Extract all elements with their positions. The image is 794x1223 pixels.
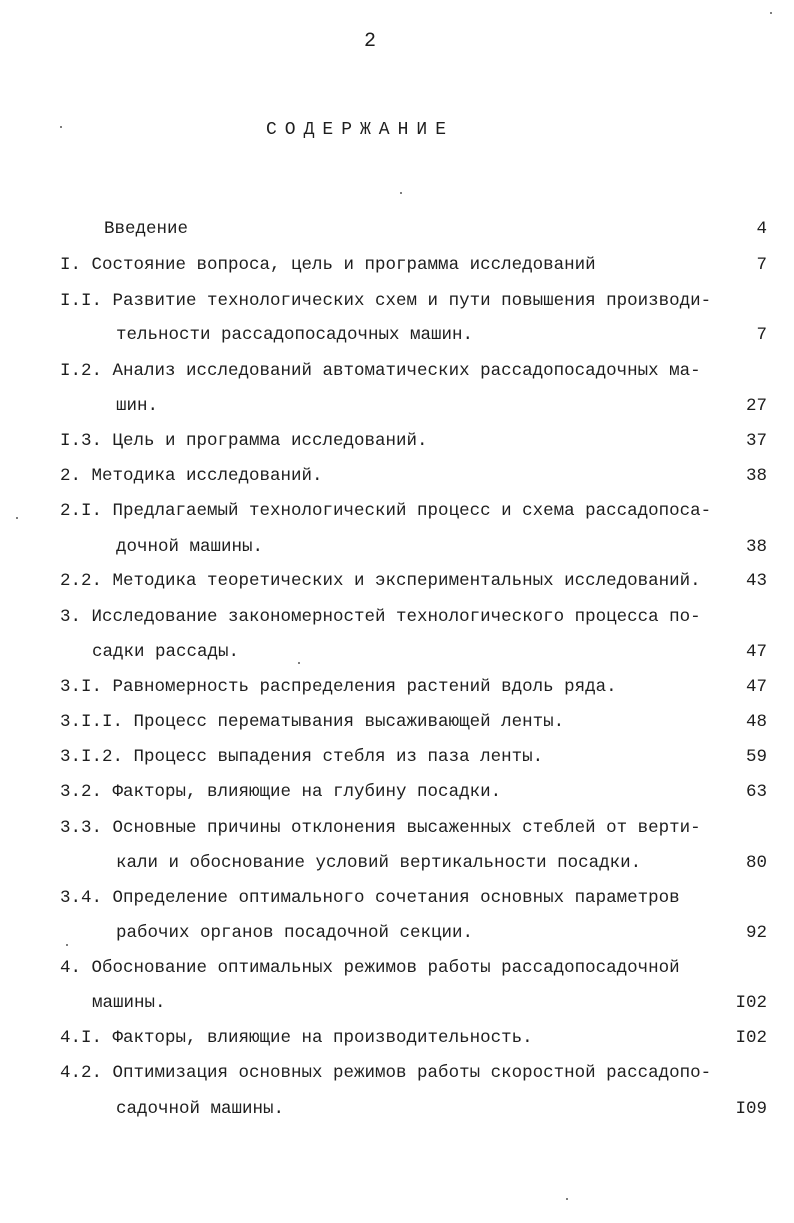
scan-speck	[16, 517, 18, 519]
toc-entry-page: I09	[735, 1099, 767, 1119]
toc-entry-page: 37	[745, 431, 767, 451]
toc-entry-title: 3.4. Определение оптимального сочетания основных параметров	[60, 888, 680, 908]
toc-entry-continuation: дочной машины.	[116, 537, 264, 557]
toc-entry-continuation: тельности рассадопосадочных машин.	[116, 325, 474, 345]
toc-entry-title: I.I. Развитие технологических схем и пути повышения производи-	[60, 291, 712, 311]
scan-speck	[66, 944, 68, 946]
toc-entry-continuation: садочной машины.	[116, 1099, 285, 1119]
scan-speck	[298, 662, 300, 664]
toc-entry-page: 47	[745, 642, 767, 662]
toc-entry-continuation: машины.	[92, 993, 166, 1013]
toc-entry-title: Введение	[104, 219, 189, 239]
toc-entry-continuation: кали и обоснование условий вертикальности посадки.	[116, 853, 642, 873]
toc-entry-page: 92	[745, 923, 767, 943]
toc-entry-page: 59	[745, 747, 767, 767]
toc-entry-title: 3.I.I. Процесс перематывания высаживающей ленты.	[60, 712, 565, 732]
toc-entry-page: 63	[745, 782, 767, 802]
toc-entry-title: I.2. Анализ исследований автоматических рассадопосадочных ма-	[60, 361, 701, 381]
toc-entry-page: 27	[745, 396, 767, 416]
toc-entry-title: 3.I.2. Процесс выпадения стебля из паза ленты.	[60, 747, 544, 767]
toc-entry-title: 2. Методика исследований.	[60, 466, 323, 486]
toc-entry-title: 4.I. Факторы, влияющие на производительность.	[60, 1028, 533, 1048]
toc-entry-page: 47	[745, 677, 767, 697]
toc-entry-page: 43	[745, 571, 767, 591]
toc-entry-page: 48	[745, 712, 767, 732]
toc-entry-page: 38	[745, 466, 767, 486]
scan-speck	[770, 12, 772, 14]
toc-entry-page: 4	[756, 219, 767, 239]
toc-entry-title: 4. Обоснование оптимальных режимов работы рассадопосадочной	[60, 958, 680, 978]
toc-entry-title: 2.I. Предлагаемый технологический процесс и схема рассадопоса-	[60, 501, 712, 521]
toc-entry-page: 80	[745, 853, 767, 873]
toc-entry-page: 7	[756, 255, 767, 275]
toc-entry-page: I02	[735, 1028, 767, 1048]
toc-entry-title: 3.2. Факторы, влияющие на глубину посадки.	[60, 782, 502, 802]
toc-entry-continuation: рабочих органов посадочной секции.	[116, 923, 474, 943]
scan-speck	[566, 1198, 568, 1200]
toc-entry-title: 3.I. Равномерность распределения растений вдоль ряда.	[60, 677, 617, 697]
toc-entry-continuation: шин.	[116, 396, 159, 416]
toc-entry-title: 2.2. Методика теоретических и экспериментальных исследований.	[60, 571, 701, 591]
page-number: 2	[363, 30, 376, 53]
toc-entry-title: 3.3. Основные причины отклонения высаженных стеблей от верти-	[60, 818, 701, 838]
scan-speck	[60, 126, 62, 128]
toc-entry-page: 7	[756, 325, 767, 345]
toc-entry-page: 38	[745, 537, 767, 557]
toc-entry-title: 4.2. Оптимизация основных режимов работы скоростной рассадопо-	[60, 1063, 712, 1083]
toc-entry-page: I02	[735, 993, 767, 1013]
contents-heading: СОДЕРЖАНИЕ	[265, 120, 455, 140]
toc-entry-title: 3. Исследование закономерностей технологического процесса по-	[60, 607, 701, 627]
toc-entry-continuation: садки рассады.	[92, 642, 240, 662]
toc-entry-title: I.3. Цель и программа исследований.	[60, 431, 428, 451]
scan-speck	[400, 192, 402, 194]
toc-entry-title: I. Состояние вопроса, цель и программа исследований	[60, 255, 596, 275]
